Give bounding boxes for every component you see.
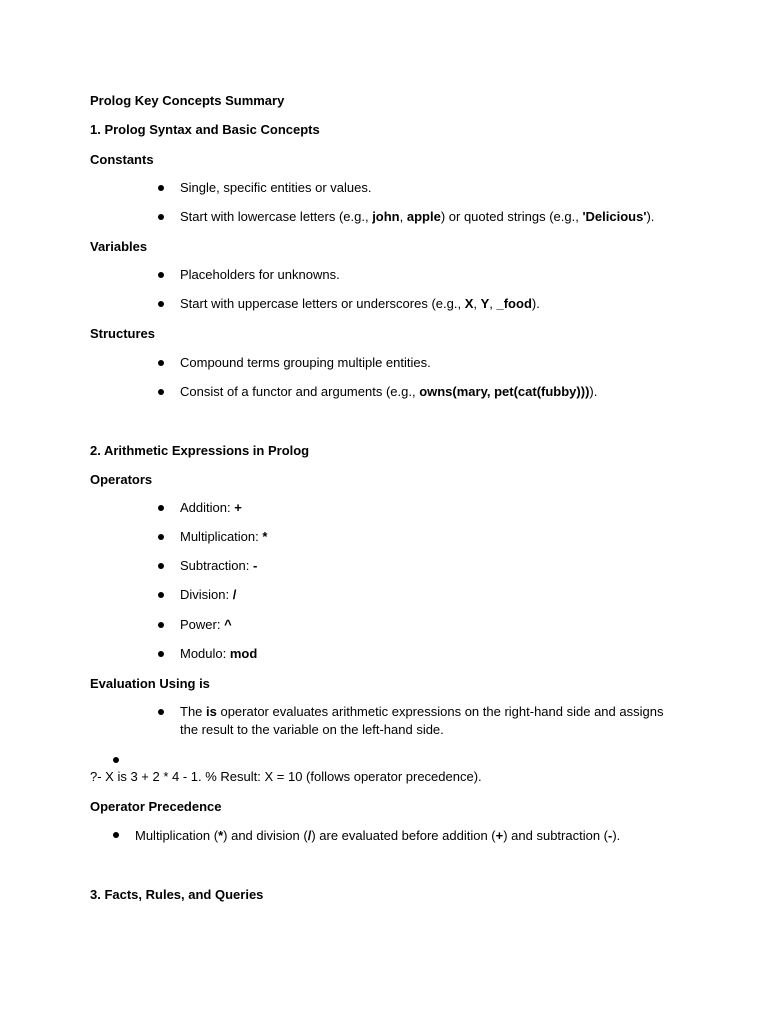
evaluation-bullet-1: The is operator evaluates arithmetic expressions on the right-hand side and assigns xyxy=(180,704,664,719)
bullet-icon xyxy=(158,389,164,395)
bullet-icon xyxy=(158,360,164,366)
bullet-icon xyxy=(158,301,164,307)
bullet-icon xyxy=(158,651,164,657)
section-2-heading: 2. Arithmetic Expressions in Prolog xyxy=(90,443,310,458)
variables-bullet-1: Placeholders for unknowns. xyxy=(180,267,340,282)
operator-item-division: Division: / xyxy=(180,587,237,602)
operator-item-subtraction: Subtraction: - xyxy=(180,558,258,573)
variables-bullet-2: Start with uppercase letters or underscores (e.g., X, Y, _food). xyxy=(180,296,540,311)
operator-item-multiplication: Multiplication: * xyxy=(180,529,268,544)
constants-heading: Constants xyxy=(90,152,154,167)
operator-item-addition: Addition: + xyxy=(180,500,242,515)
bullet-icon xyxy=(158,185,164,191)
structures-bullet-1: Compound terms grouping multiple entities. xyxy=(180,355,431,370)
bullet-icon xyxy=(158,214,164,220)
precedence-bullet-1: Multiplication (*) and division (/) are evaluated before addition (+) and subtraction (-). xyxy=(135,828,621,843)
variables-heading: Variables xyxy=(90,239,148,254)
operator-item-modulo: Modulo: mod xyxy=(180,646,258,661)
operators-heading: Operators xyxy=(90,472,153,487)
section-3-heading: 3. Facts, Rules, and Queries xyxy=(90,887,264,902)
operator-item-power: Power: ^ xyxy=(180,617,232,632)
bullet-icon xyxy=(113,757,119,763)
structures-bullet-2: Consist of a functor and arguments (e.g., owns(mary, pet(cat(fubby)))). xyxy=(180,384,598,399)
structures-heading: Structures xyxy=(90,326,156,341)
bullet-icon xyxy=(158,709,164,715)
evaluation-heading: Evaluation Using is xyxy=(90,676,210,691)
bullet-icon xyxy=(158,622,164,628)
constants-bullet-1: Single, specific entities or values. xyxy=(180,180,372,195)
evaluation-bullet-1-continued: the result to the variable on the left-hand side. xyxy=(180,722,444,737)
precedence-heading: Operator Precedence xyxy=(90,799,222,814)
section-1-heading: 1. Prolog Syntax and Basic Concepts xyxy=(90,122,320,137)
bullet-icon xyxy=(158,534,164,540)
bullet-icon xyxy=(158,563,164,569)
bullet-icon xyxy=(158,592,164,598)
bullet-icon xyxy=(113,832,119,838)
bullet-icon xyxy=(158,505,164,511)
constants-bullet-2: Start with lowercase letters (e.g., john, apple) or quoted strings (e.g., 'Delicious'). xyxy=(180,209,655,224)
bullet-icon xyxy=(158,272,164,278)
document-title: Prolog Key Concepts Summary xyxy=(90,93,285,108)
code-example: ?- X is 3 + 2 * 4 - 1. % Result: X = 10 (follows operator precedence). xyxy=(90,769,482,784)
